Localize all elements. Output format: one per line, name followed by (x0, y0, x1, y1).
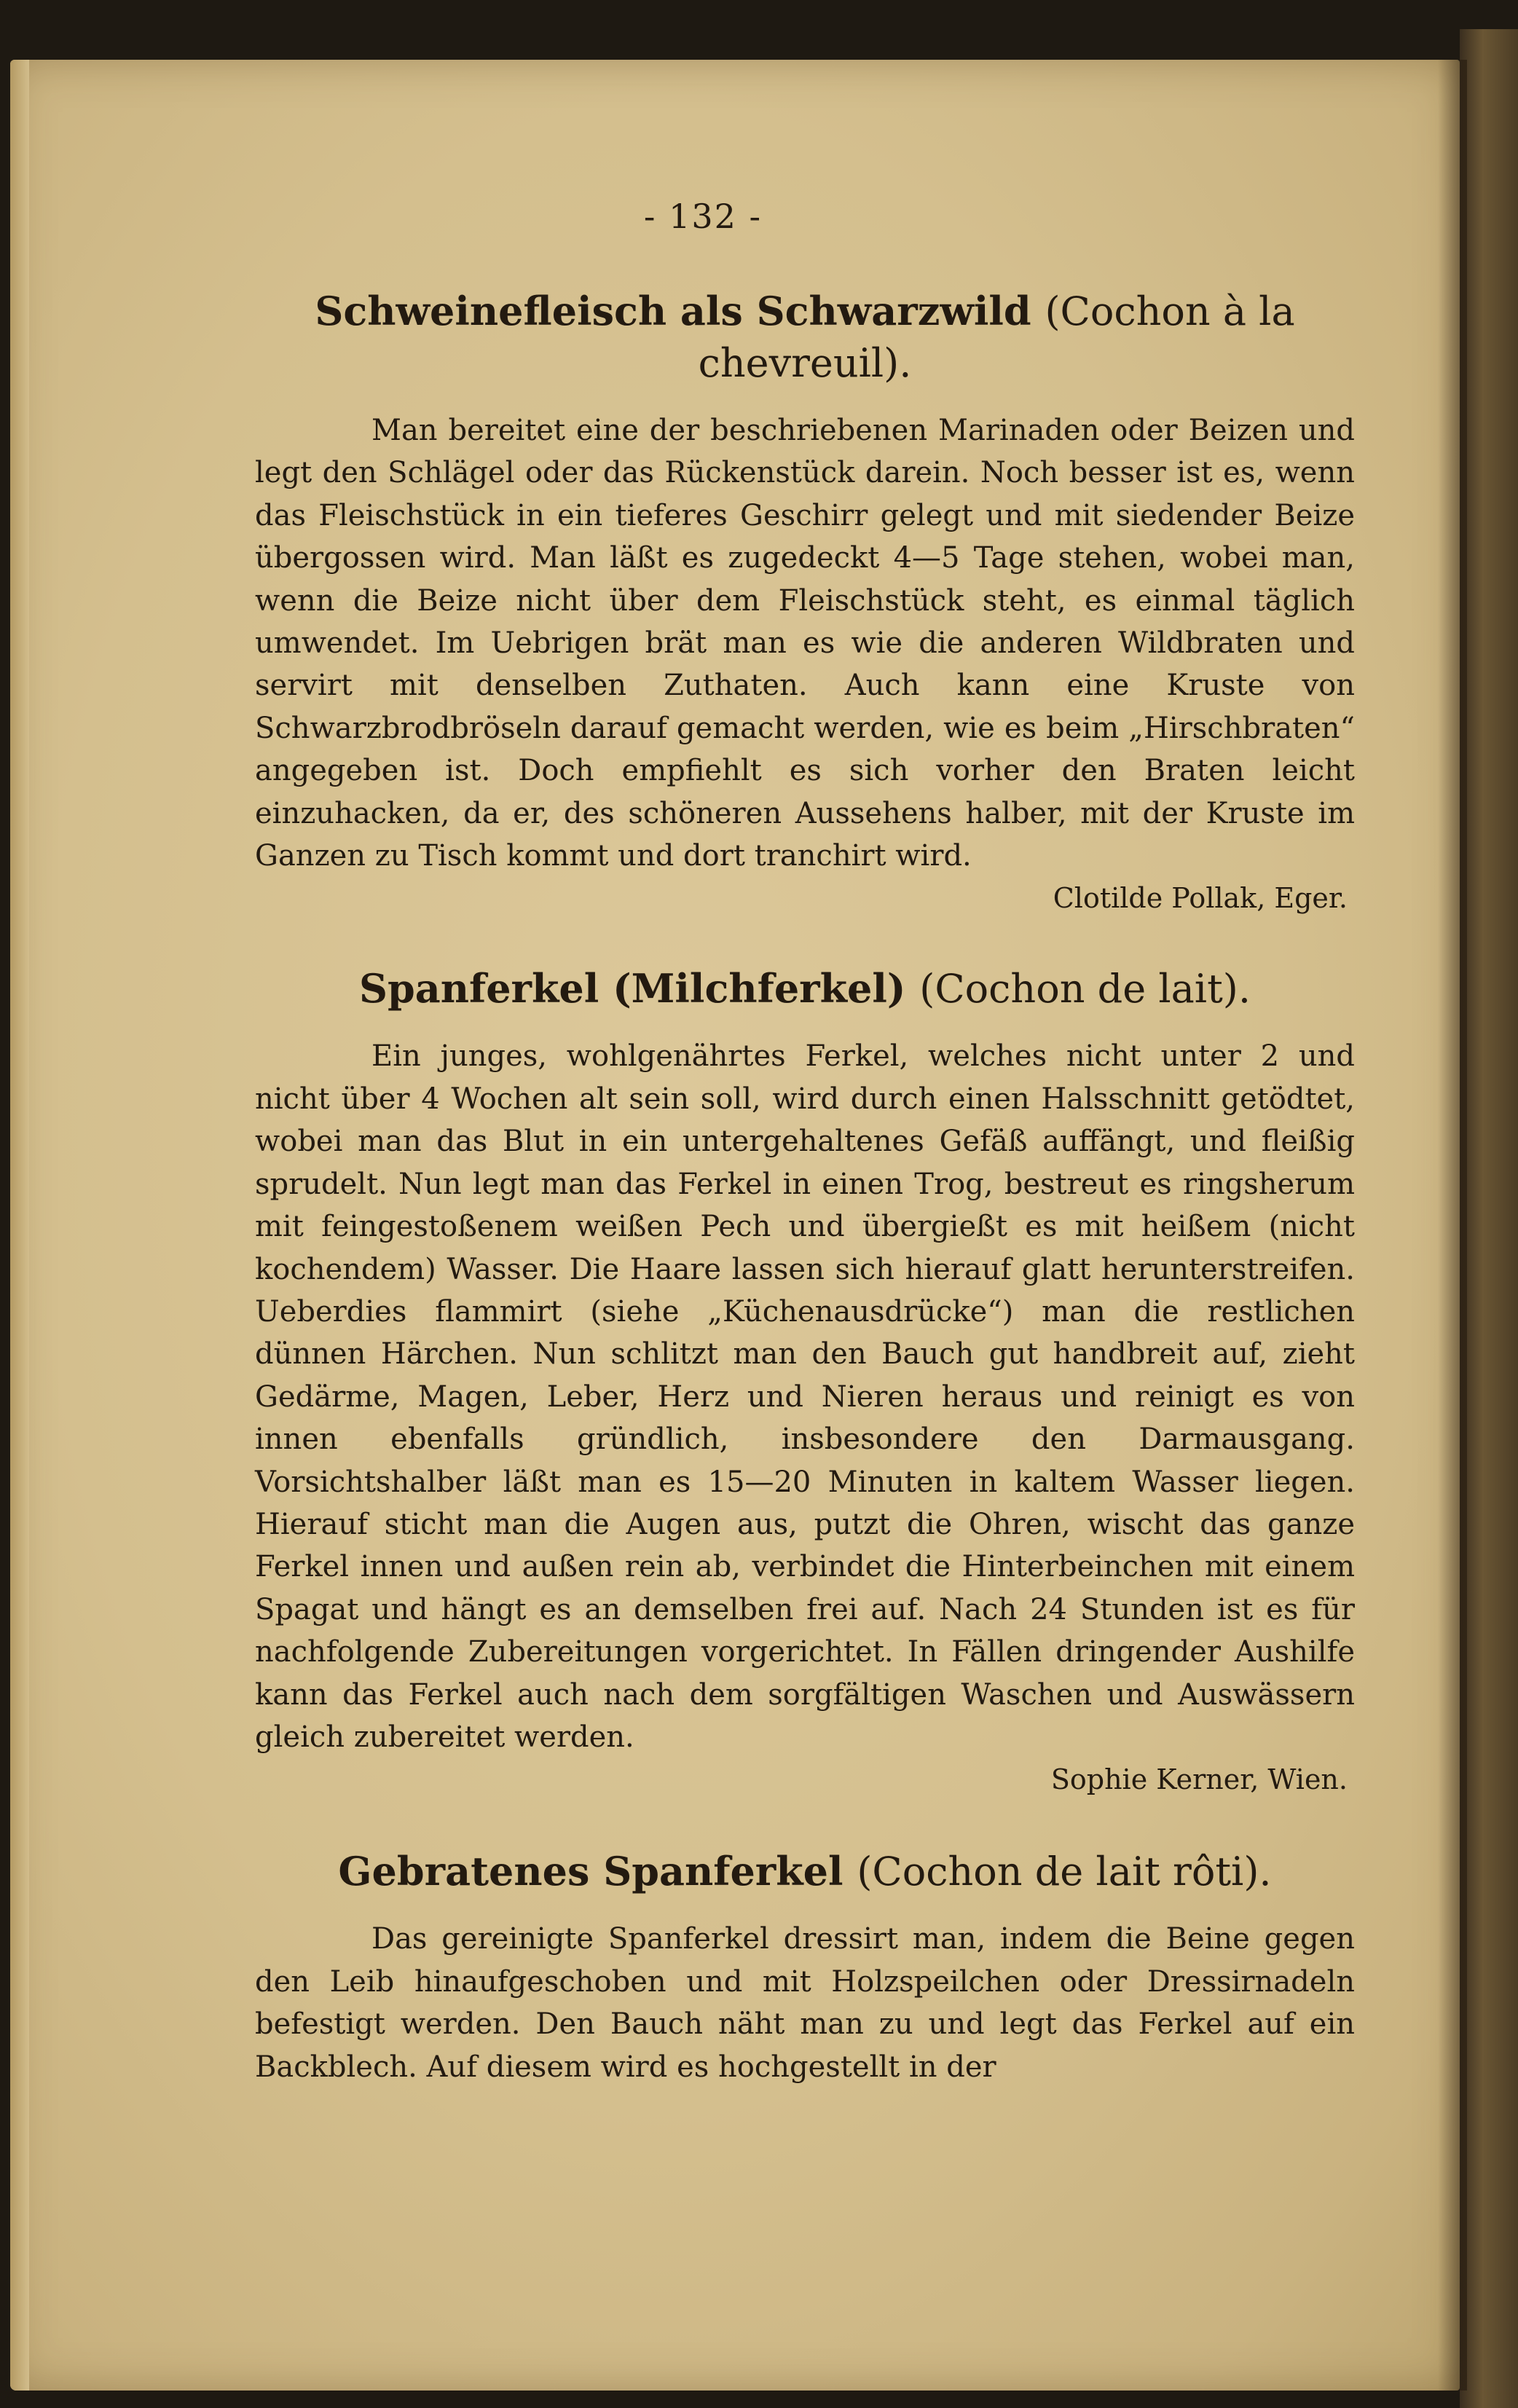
recipe-title (255, 1846, 1355, 1897)
recipe-title (255, 963, 1355, 1015)
recipe-author: Sophie Kerner, Wien. (1050, 1763, 1348, 1796)
recipe-spanferkel (255, 963, 1355, 1801)
recipe-title-french: (Cochon de lait rôti). (857, 1849, 1272, 1895)
recipe-body: Man bereitet eine der beschriebenen Marinaden oder Beizen und legt den Schlägel oder das Rückenstück darein. Noch besser ist es, wenn das Fleischstück in ein tieferes Geschirr gelegt und mit siedender Beize übergossen wird. Man läßt es zugedeckt 4—5 Tage stehen, wobei man, wenn die Beize nicht über dem Fleischstück steht, es einmal täglich umwendet. Im Uebrigen brät man es wie die anderen Wildbraten und servirt mit denselben Zuthaten. Auch kann eine Kruste von Schwarzbrodbröseln darauf gemacht werden, wie es beim „Hirschbraten“ angegeben ist. Doch empfiehlt es sich vorher den Braten leicht einzuhacken, da er, des schöneren Aussehens halber, mit der Kruste im Ganzen zu Tisch kommt und dort tranchirt wird. (255, 414, 1355, 873)
page-edge (10, 60, 29, 2391)
recipe-title-german: Spanferkel (Milchferkel) (358, 965, 906, 1012)
recipe-body: Das gereinigte Spanferkel dressirt man, indem die Beine gegen den Leib hinaufgeschoben und mit Holzspeilchen oder Dressirnadeln befestigt werden. Den Bauch näht man zu und legt das Ferkel auf ein Backblech. Auf diesem wird es hochgestellt in der (255, 1922, 1355, 2084)
page-text (255, 197, 1355, 2088)
recipe-title-french: (Cochon à la chevreuil). (698, 288, 1295, 386)
recipe-schweinefleisch (255, 286, 1355, 919)
facing-page-edge (1460, 29, 1518, 2408)
recipe-title-german: Gebratenes Spanferkel (338, 1848, 843, 1895)
page-number: - 132 - (643, 197, 763, 236)
recipe-author: Clotilde Pollak, Eger. (1053, 882, 1348, 915)
recipe-title-french: (Cochon de lait). (919, 966, 1251, 1012)
recipe-title-german: Schweinefleisch als Schwarzwild (315, 288, 1031, 334)
binding-shadow (1438, 60, 1467, 2391)
recipe-body: Ein junges, wohlgenährtes Ferkel, welches nicht unter 2 und nicht über 4 Wochen alt sein soll, wird durch einen Halsschnitt getödtet, wobei man das Blut in ein untergehaltenes Gefäß auffängt, und fleißig sprudelt. Nun legt man das Ferkel in einen Trog, bestreut es ringsherum mit feingestoßenem weißen Pech und übergießt es mit heißem (nicht kochendem) Wasser. Die Haare lassen sich hierauf glatt herunterstreifen. Ueberdies flammirt (siehe „Küchenausdrücke“) man die restlichen dünnen Härchen. Nun schlitzt man den Bauch gut handbreit auf, zieht Gedärme, Magen, Leber, Herz und Nieren heraus und reinigt es von innen ebenfalls gründlich, insbesondere den Darmausgang. Vorsichtshalber läßt man es 15—20 Minuten in kaltem Wasser liegen. Hierauf sticht man die Augen aus, putzt die Ohren, wischt das ganze Ferkel innen und außen rein ab, verbindet die Hinterbeinchen mit einem Spagat und hängt es an demselben frei auf. Nach 24 Stunden ist es für nachfolgende Zubereitungen vorgerichtet. In Fällen dringender Aushilfe kann das Ferkel auch nach dem sorgfältigen Waschen und Auswässern gleich zubereitet werden. (255, 1039, 1355, 1754)
recipe-gebratenes-spanferkel (255, 1846, 1355, 2088)
recipe-title (255, 286, 1355, 389)
